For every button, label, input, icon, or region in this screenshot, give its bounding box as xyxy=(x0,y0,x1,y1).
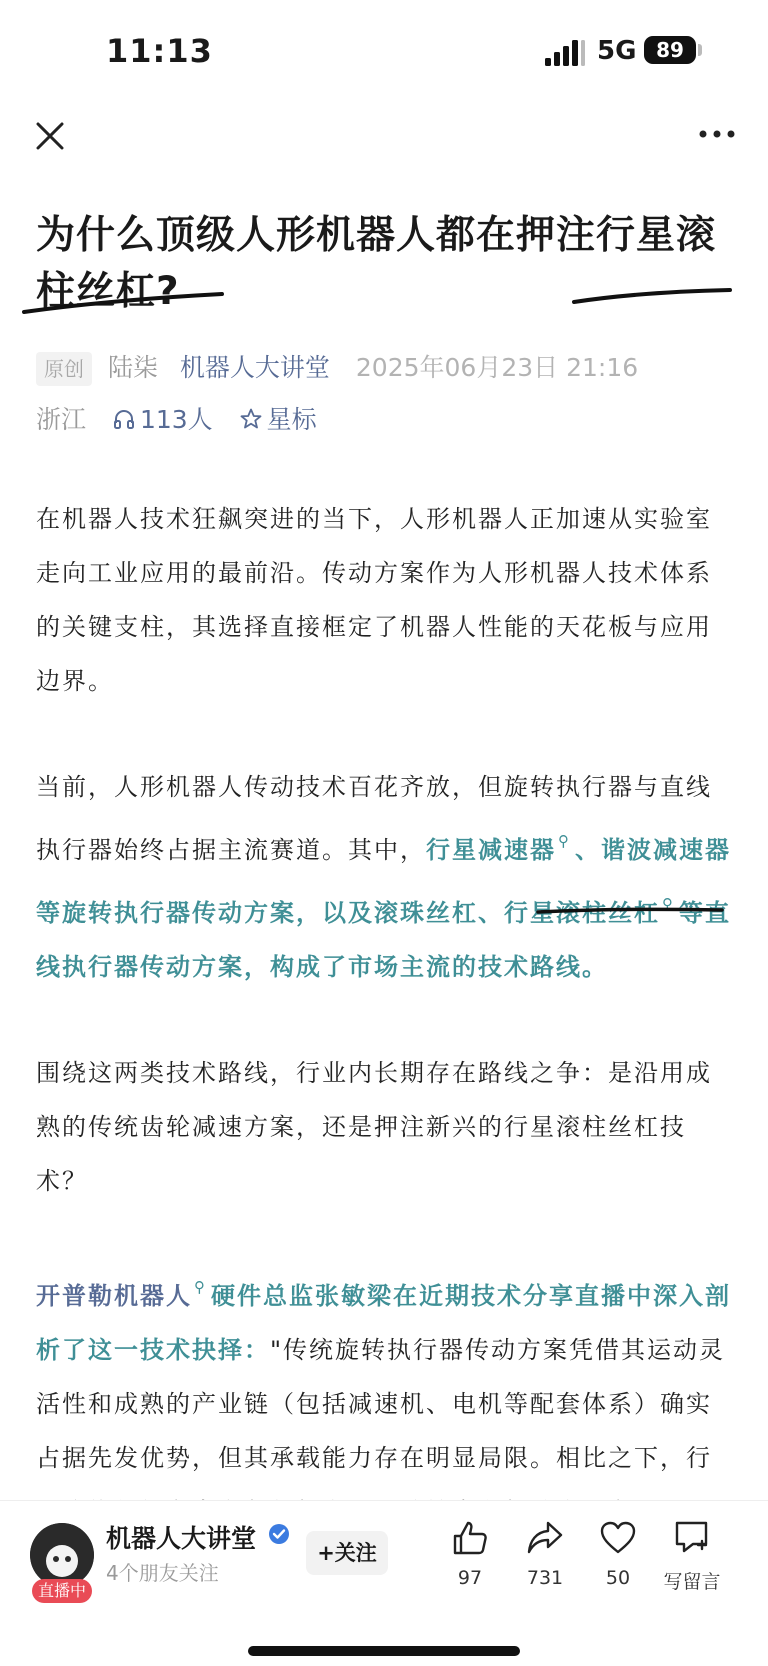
account-name[interactable]: 机器人大讲堂 xyxy=(106,1524,257,1553)
location: 浙江 xyxy=(36,405,87,434)
search-icon[interactable]: ⚲ xyxy=(558,832,571,850)
listen-button[interactable] xyxy=(112,405,221,434)
paragraph-2-text-a: 当前，人形机器人传动技术百花齐放，但旋转执行器与直线执行器始终占据主流赛道。其中， xyxy=(36,773,712,864)
search-icon[interactable]: ⚲ xyxy=(662,895,675,913)
verified-icon xyxy=(268,1523,290,1545)
friends-follow-count: 4个朋友关注 xyxy=(106,1561,219,1585)
paragraph-4-text-a: 硬件总监张敏梁在近期技术分享直播中深入剖析了这一技术抉择： xyxy=(36,1282,731,1364)
heart-icon xyxy=(599,1519,637,1557)
heart-count: 50 xyxy=(605,1567,631,1589)
home-indicator[interactable] xyxy=(248,1646,520,1656)
share-icon xyxy=(526,1519,564,1557)
paragraph-2-text-b: 、谐波减速器等旋转执行器传动方案，以及滚珠丝杠、 xyxy=(36,836,731,927)
meta-row-2 xyxy=(36,394,746,446)
original-badge: 原创 xyxy=(36,352,92,386)
paragraph-1: 在机器人技术狂飙突进的当下，人形机器人正加速从实验室走向工业应用的最前沿。传动方案作为人形机器人技术体系的关键支柱，其选择直接框定了机器人性能的天花板与应用边界。 xyxy=(36,505,712,695)
share-count: 731 xyxy=(526,1567,564,1589)
like-button[interactable] xyxy=(430,1519,510,1589)
paragraph-2-text-c: 等直线执行器传动方案，构成了市场主流的技术路线。 xyxy=(36,899,731,981)
listen-count: 113人 xyxy=(139,405,213,434)
search-icon[interactable]: ⚲ xyxy=(194,1278,207,1296)
comment-label: 写留言 xyxy=(663,1571,721,1593)
comment-button[interactable] xyxy=(652,1519,732,1594)
follow-button[interactable]: +关注 xyxy=(306,1531,388,1575)
author-name: 陆柒 xyxy=(107,353,158,382)
star-icon xyxy=(239,407,263,431)
paragraph-3: 围绕这两类技术路线，行业内长期存在路线之争：是沿用成熟的传统齿轮减速方案，还是押注新兴的行星滚柱丝杠技术？ xyxy=(36,1059,712,1195)
status-bar xyxy=(0,0,768,100)
more-icon[interactable] xyxy=(695,122,739,146)
network-type: 5G xyxy=(597,36,637,66)
paragraph-4 xyxy=(36,1260,736,1539)
comment-icon xyxy=(672,1519,712,1557)
headphones-icon xyxy=(112,407,136,431)
nav-bar xyxy=(0,100,768,170)
article-body xyxy=(36,492,736,1591)
star-button[interactable] xyxy=(239,405,317,434)
battery-tip xyxy=(698,44,702,56)
avatar[interactable] xyxy=(30,1523,94,1587)
article-meta xyxy=(36,342,746,446)
publish-date: 2025年06月23日 21:16 xyxy=(355,353,639,382)
article-title: 为什么顶级人形机器人都在押注行星滚柱丝杠? xyxy=(36,213,717,314)
paragraph-2 xyxy=(36,760,736,994)
keyword-planetary-roller-screw[interactable]: 行星滚柱丝杠 xyxy=(504,899,660,927)
paragraph-4-text-b: "传统旋转执行器传动方案凭借其运动灵活性和成熟的产业链（包括减速机、电机等配套体系）确实占据先发优势，但其承载能力存在明显局限。相比之下，行 xyxy=(36,1336,726,1472)
thumbs-up-icon xyxy=(451,1519,489,1557)
keyword-kepler-robot[interactable]: 开普勒机器人 xyxy=(36,1282,192,1310)
keyword-planetary-reducer[interactable]: 行星减速器 xyxy=(426,836,556,864)
live-badge[interactable]: 直播中 xyxy=(32,1579,92,1603)
like-count: 97 xyxy=(457,1567,483,1589)
heart-button[interactable] xyxy=(578,1519,658,1589)
share-button[interactable] xyxy=(505,1519,585,1589)
bottom-bar xyxy=(0,1500,768,1666)
battery-indicator: 89 xyxy=(644,36,696,64)
robot-logo-icon xyxy=(30,1523,94,1587)
star-label: 星标 xyxy=(266,405,317,434)
close-icon[interactable] xyxy=(30,116,70,156)
signal-icon xyxy=(545,40,585,66)
account-link[interactable]: 机器人大讲堂 xyxy=(179,353,330,382)
status-time: 11:13 xyxy=(106,32,213,70)
